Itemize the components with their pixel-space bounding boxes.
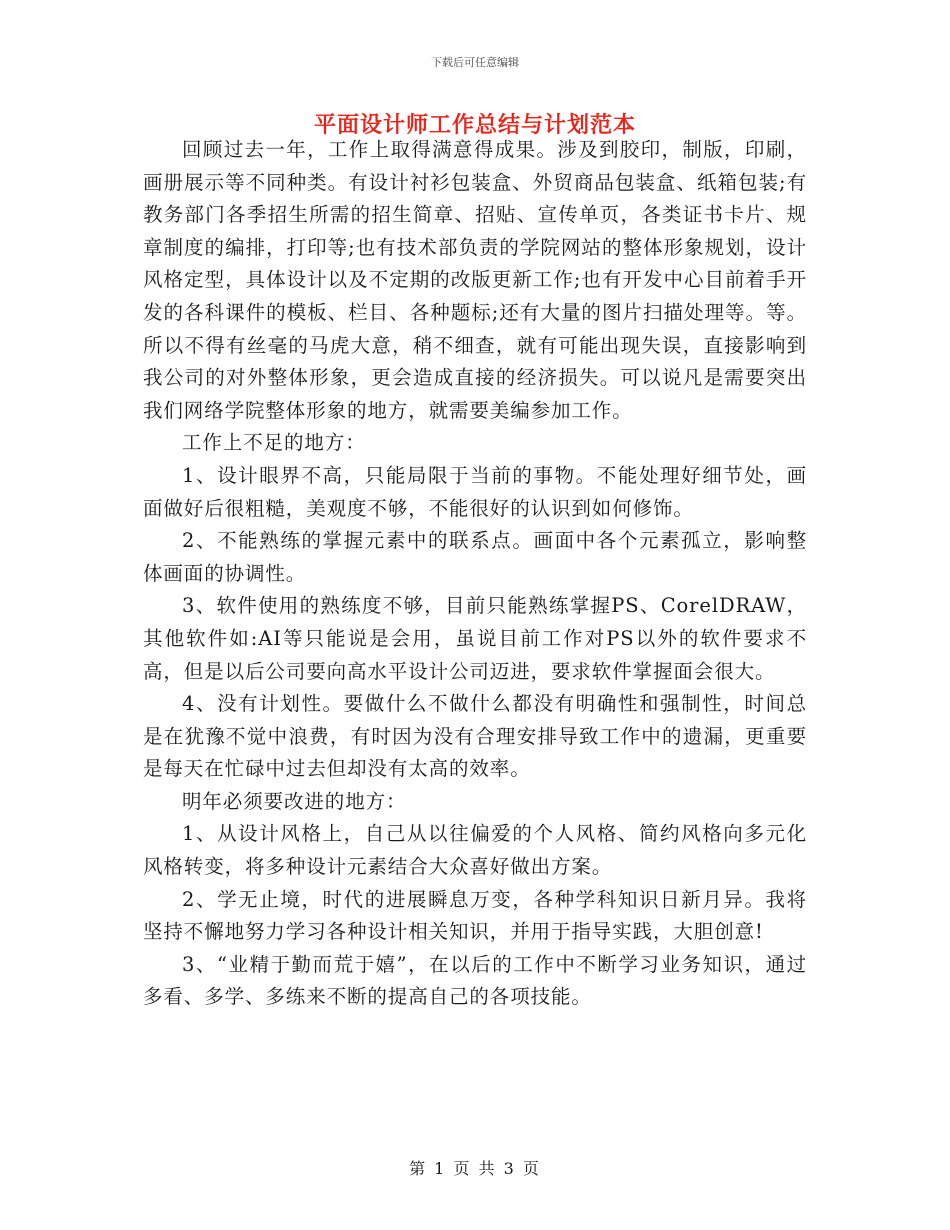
paragraph-shortcoming-1: 1、设计眼界不高，只能局限于当前的事物。不能处理好细节处，画面做好后很粗糙，美观度不够，不能很好的认识到如何修饰。 bbox=[143, 463, 807, 520]
paragraph-improvement-2: 2、学无止境，时代的进展瞬息万变，各种学科知识日新月异。我将坚持不懈地努力学习各种设计相关知识，并用于指导实践，大胆创意! bbox=[143, 887, 807, 944]
paragraph-shortcomings-heading: 工作上不足的地方： bbox=[182, 431, 366, 455]
paragraph-improvement-3: 3、“业精于勤而荒于嬉”，在以后的工作中不断学习业务知识，通过多看、多学、多练来不断的提高自己的各项技能。 bbox=[143, 952, 807, 1009]
paragraph-shortcoming-4: 4、没有计划性。要做什么不做什么都没有明确性和强制性，时间总是在犹豫不觉中浪费，有时因为没有合理安排导致工作中的遗漏，更重要是每天在忙碌中过去但却没有太高的效率。 bbox=[143, 692, 807, 781]
paragraph-intro: 回顾过去一年，工作上取得满意得成果。涉及到胶印，制版，印刷，画册展示等不同种类。有设计衬衫包装盒、外贸商品包装盒、纸箱包装;有教务部门各季招生所需的招生简章、招贴、宣传单页，各类证书卡片、规章制度的编排，打印等;也有技术部负责的学院网站的整体形象规划，设计风格定型，具体设计以及不定期的改版更新工作;也有开发中心目前着手开发的各科课件的模板、栏目、各种题标;还有大量的图片扫描处理等。等。所以不得有丝毫的马虎大意，稍不细查，就有可能出现失误，直接影响到我公司的对外整体形象，更会造成直接的经济损失。可以说凡是需要突出我们网络学院整体形象的地方，就需要美编参加工作。 bbox=[143, 138, 807, 422]
paragraph-shortcoming-3: 3、软件使用的熟练度不够，目前只能熟练掌握PS、CorelDRAW，其他软件如:AI等只能说是会用，虽说目前工作对PS以外的软件要求不高，但是以后公司要向高水平设计公司迈进，要求软件掌握面会很大。 bbox=[143, 594, 807, 683]
paragraph-shortcoming-2: 2、不能熟练的掌握元素中的联系点。画面中各个元素孤立，影响整体画面的协调性。 bbox=[143, 529, 807, 585]
paragraph-improvements-heading: 明年必须要改进的地方： bbox=[182, 789, 407, 813]
paragraph-improvement-1: 1、从设计风格上，自己从以往偏爱的个人风格、简约风格向多元化风格转变，将多种设计元素结合大众喜好做出方案。 bbox=[143, 822, 807, 879]
header-note: 下载后可任意编辑 bbox=[431, 56, 519, 69]
document-body bbox=[143, 134, 807, 1014]
page-number-footer: 第 1 页 共 3 页 bbox=[409, 1159, 541, 1178]
document-title: 平面设计师工作总结与计划范本 bbox=[313, 112, 636, 138]
